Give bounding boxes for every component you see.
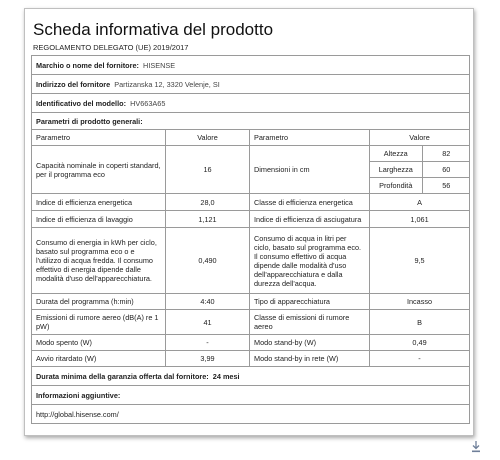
address-label: Indirizzo del fornitore [36,79,111,89]
regulation-subtitle: REGOLAMENTO DELEGATO (UE) 2019/2017 [33,43,189,52]
duration-type-row [32,294,470,310]
drying-value: 1,061 [370,211,470,228]
type-label: Tipo di apparecchiatura [250,294,370,310]
duration-value: 4:40 [166,294,250,310]
eei-label: Indice di efficienza energetica [32,194,166,211]
noise-row [32,310,470,335]
noise-class-label: Classe di emissioni di rumore aereo [250,310,370,335]
cleaning-value: 1,121 [166,211,250,228]
height-label: Altezza [370,146,422,161]
water-consumption-label: Consumo di acqua in litri per ciclo, basato sul programma eco. Il consumo effettivo di acqua dipende dalle modalità d'uso dell'apparecchiatura e dalla durezza dell'acqua. [250,228,370,294]
energy-consumption-value: 0,490 [166,228,250,294]
drying-label: Indice di efficienza di asciugatura [250,211,370,228]
brand-value: HISENSE [143,60,176,70]
cleaning-drying-row [32,211,470,228]
url-row [32,405,470,424]
consumption-row [32,228,470,294]
capacity-dimensions-row [32,146,470,194]
capacity-value: 16 [166,146,250,194]
address-value: Partizanska 12, 3320 Velenje, SI [114,79,220,89]
delay-label: Avvio ritardato (W) [32,351,166,367]
model-label: Identificativo del modello: [36,98,127,108]
standby-value: 0,49 [370,335,470,351]
noise-label: Emissioni di rumore aereo (dB(A) re 1 pW) [32,310,166,335]
noise-class-value: B [370,310,470,335]
off-mode-label: Modo spento (W) [32,335,166,351]
warranty-label: Durata minima della garanzia offerta dal fornitore: [36,371,209,381]
height-value: 82 [422,146,470,161]
brand-row [32,56,470,75]
width-value: 60 [422,161,470,177]
general-params-row [32,113,470,130]
product-info-table [31,55,470,424]
network-standby-label: Modo stand-by in rete (W) [250,351,370,367]
header-value-right: Valore [370,130,470,146]
type-value: Incasso [370,294,470,310]
download-icon[interactable] [470,440,482,454]
additional-info-row [32,386,470,405]
header-value-left: Valore [166,130,250,146]
dimensions-label: Dimensioni in cm [250,146,370,194]
energy-class-value: A [370,194,470,211]
capacity-label: Capacità nominale in coperti standard, per il programma eco [32,146,166,194]
standby-label: Modo stand-by (W) [250,335,370,351]
brand-label: Marchio o nome del fornitore: [36,60,139,70]
width-label: Larghezza [370,161,422,177]
model-value: HV663A65 [130,98,166,108]
cleaning-label: Indice di efficienza di lavaggio [32,211,166,228]
general-params-label: Parametri di prodotto generali: [32,113,470,130]
dimensions-subtable [370,146,470,193]
address-row [32,75,470,94]
additional-info-label: Informazioni aggiuntive: [32,386,470,405]
eei-value: 28,0 [166,194,250,211]
delay-value: 3,99 [166,351,250,367]
warranty-row [32,367,470,386]
page-title: Scheda informativa del prodotto [33,20,274,39]
water-consumption-value: 9,5 [370,228,470,294]
model-row [32,94,470,113]
energy-class-label: Classe di efficienza energetica [250,194,370,211]
off-mode-value: - [166,335,250,351]
product-information-sheet [24,8,474,436]
efficiency-index-row [32,194,470,211]
additional-info-url: http://global.hisense.com/ [32,405,470,424]
energy-consumption-label: Consumo di energia in kWh per ciclo, basato sul programma eco o e l'utilizzo di acqua fredda. Il consumo effettivo di energia dipende dalle modalità d'uso dell'apparecchiatura. [32,228,166,294]
depth-value: 56 [442,181,451,191]
header-param-right: Parametro [250,130,370,146]
depth-label: Profondità [370,178,422,193]
duration-label: Durata del programma (h:min) [32,294,166,310]
header-param-left: Parametro [32,130,166,146]
network-standby-value: - [370,351,470,367]
off-standby-row [32,335,470,351]
noise-value: 41 [166,310,250,335]
warranty-value: 24 mesi [212,371,240,381]
delay-network-row [32,351,470,367]
table-header-row [32,130,470,146]
